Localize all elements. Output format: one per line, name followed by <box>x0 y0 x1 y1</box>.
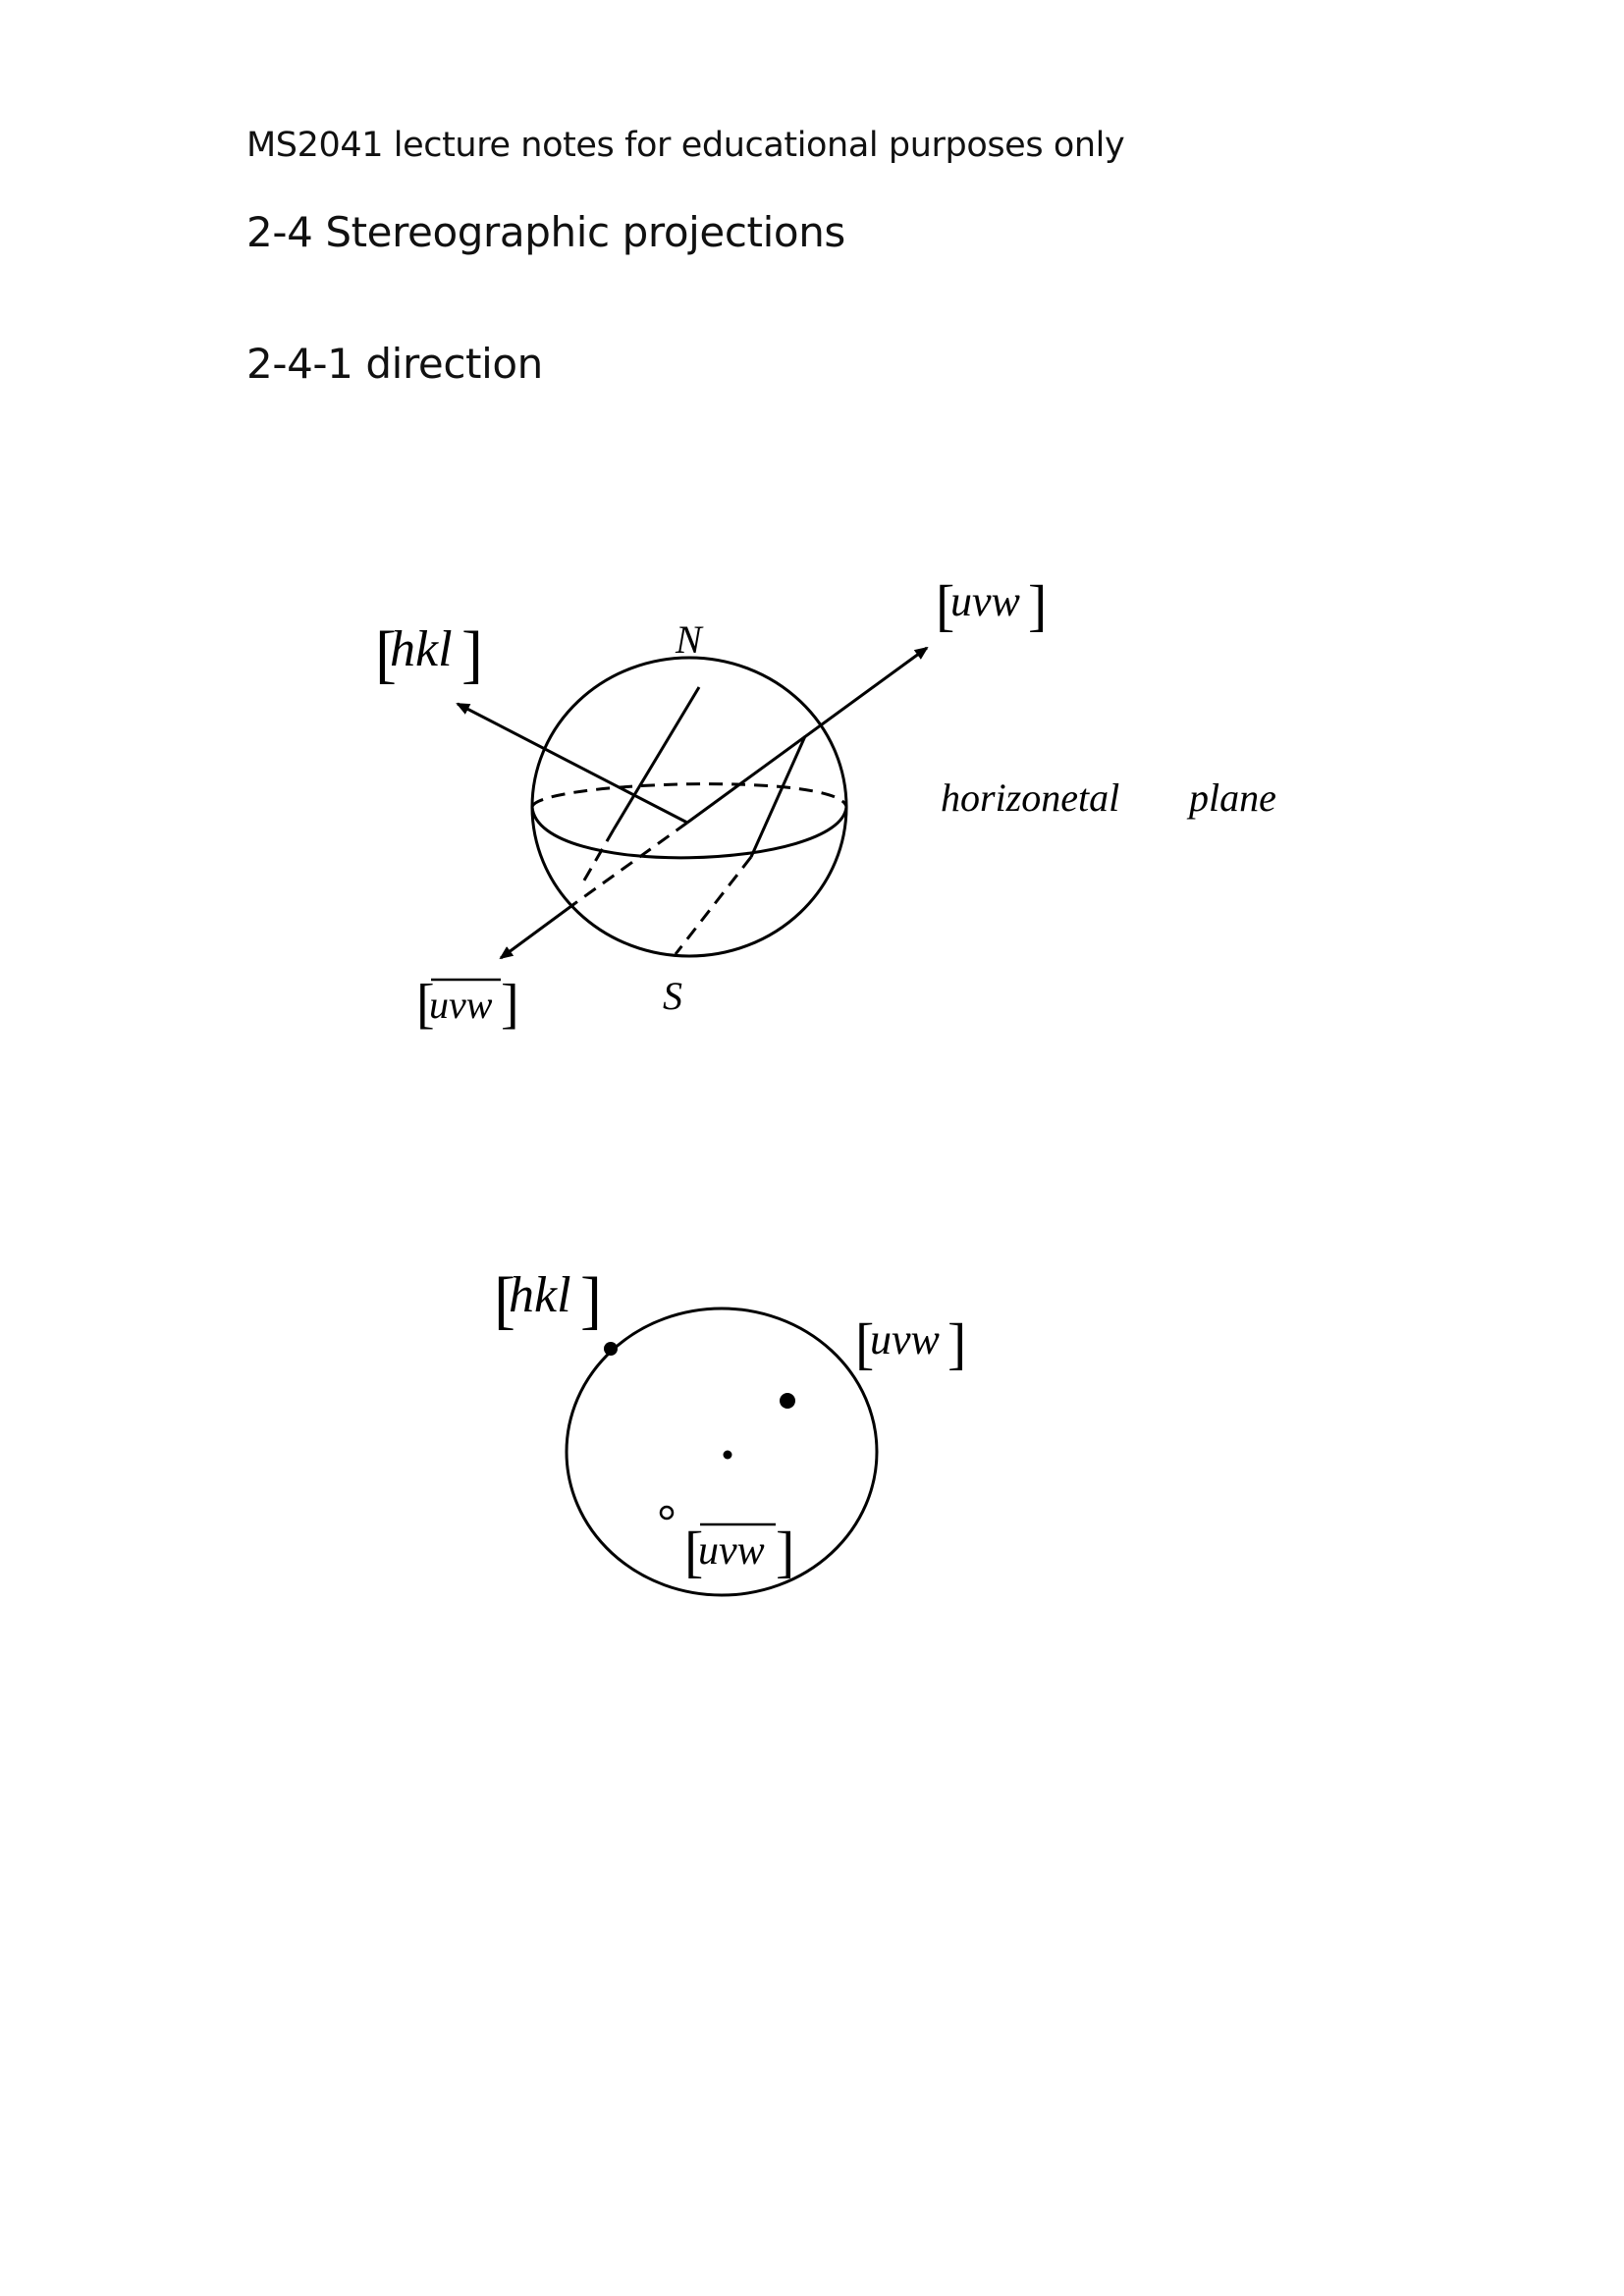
header-note: MS2041 lecture notes for educational purposes only <box>246 126 1125 165</box>
svg-text:[: [ <box>494 1264 515 1336</box>
proj-uvw-bar-label-group <box>684 1520 794 1583</box>
svg-text:]: ] <box>947 1311 967 1375</box>
svg-text:]: ] <box>580 1264 602 1336</box>
north-pole-label: N <box>676 617 702 662</box>
svg-text:[: [ <box>375 618 397 690</box>
plane-label-plane: plane <box>1189 775 1276 820</box>
uvw-bar-label-group <box>416 974 519 1035</box>
uvw-bar-direction-inner <box>575 823 687 903</box>
proj-hkl-label-group <box>494 1264 602 1336</box>
uvw-bar-direction-arrow <box>501 903 575 958</box>
svg-text:[: [ <box>416 974 435 1035</box>
svg-text:]: ] <box>1028 573 1048 637</box>
svg-text:]: ] <box>776 1520 795 1583</box>
sphere-diagram <box>458 648 927 958</box>
uvw-bar-label: uvw <box>429 983 493 1027</box>
chord-left-dashed <box>581 829 614 885</box>
chord-right-dashed <box>676 857 751 954</box>
svg-text:[: [ <box>684 1520 704 1583</box>
horizontal-plane-front <box>532 807 846 858</box>
hkl-label-group <box>375 618 483 690</box>
plane-label-horizontal: horizonetal <box>941 775 1120 820</box>
uvw-bar-pole-open <box>661 1507 673 1519</box>
center-dot <box>724 1451 732 1460</box>
proj-uvw-label-group <box>855 1311 966 1375</box>
chord-right-solid <box>751 736 805 857</box>
uvw-pole-dot <box>780 1393 795 1409</box>
horizontal-plane-back <box>532 784 846 807</box>
svg-text:]: ] <box>461 618 483 690</box>
subsection-title: 2-4-1 direction <box>246 340 543 388</box>
proj-hkl-label: hkl <box>509 1267 571 1323</box>
uvw-label-group <box>936 573 1047 637</box>
svg-text:]: ] <box>501 974 519 1035</box>
section-title: 2-4 Stereographic projections <box>246 208 845 256</box>
proj-uvw-label: uvw <box>870 1315 940 1363</box>
uvw-label: uvw <box>950 577 1020 625</box>
hkl-pole-dot <box>604 1342 618 1356</box>
uvw-direction-arrow <box>687 648 927 823</box>
svg-text:[: [ <box>936 573 955 637</box>
hkl-label: hkl <box>390 621 453 677</box>
proj-uvw-bar-label: uvw <box>698 1528 765 1574</box>
svg-text:[: [ <box>855 1311 875 1375</box>
south-pole-label: S <box>663 974 682 1018</box>
